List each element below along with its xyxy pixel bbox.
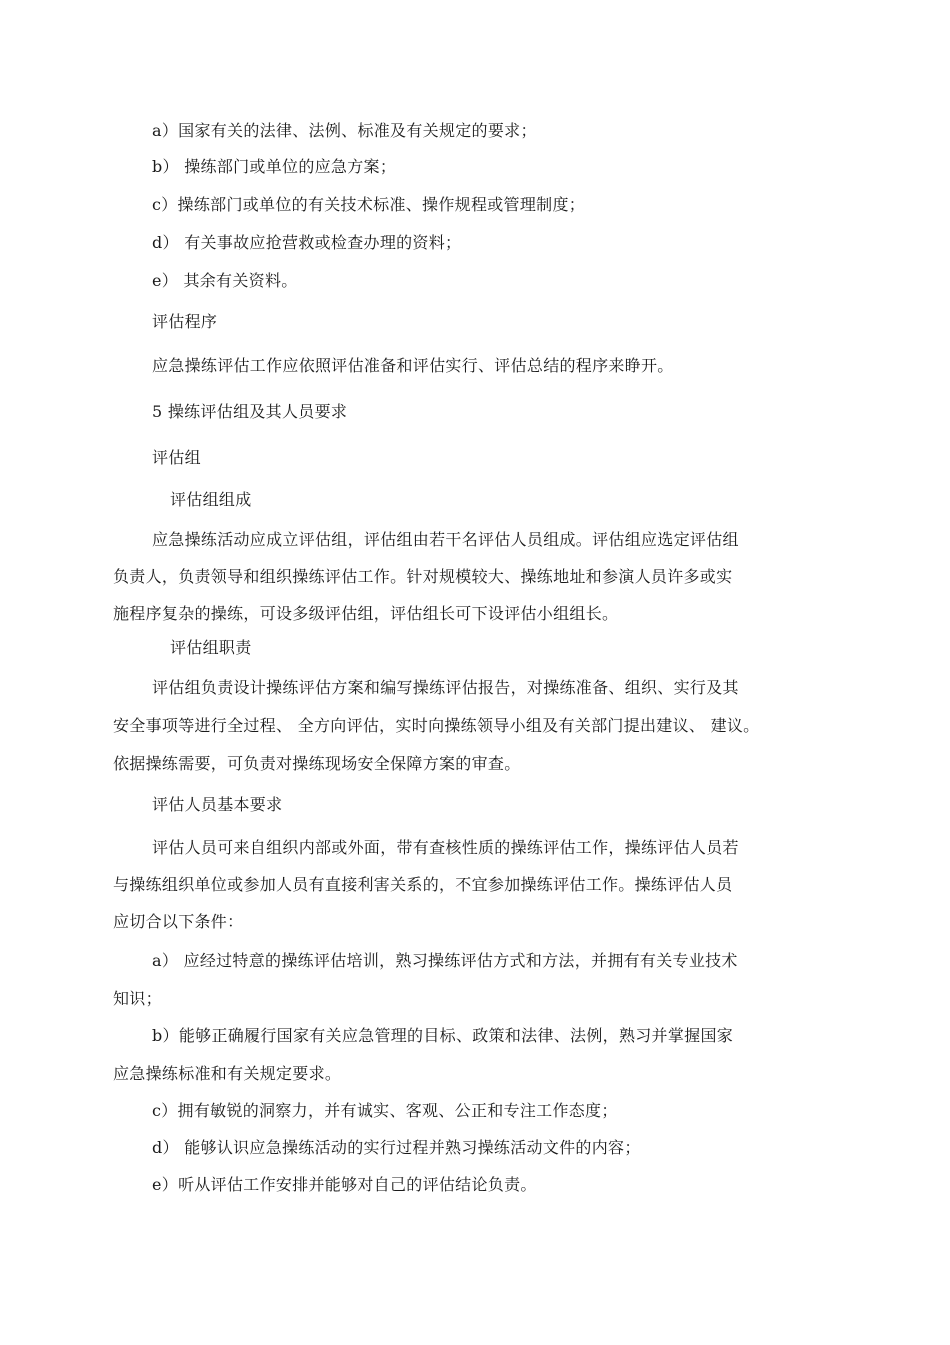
requirement-item-b-cont: 应急操练标准和有关规定要求。	[113, 1064, 342, 1083]
requirement-item-a: a） 应经过特意的操练评估培训，熟习操练评估方式和方法，并拥有有关专业技术	[152, 951, 738, 970]
group-heading: 评估组	[152, 448, 201, 467]
requirement-item-d: d） 能够认识应急操练活动的实行过程并熟习操练活动文件的内容；	[152, 1138, 641, 1157]
eval-procedure-text: 应急操练评估工作应依照评估准备和评估实行、评估总结的程序来睁开。	[152, 356, 674, 375]
eval-procedure-heading: 评估程序	[152, 312, 218, 331]
group-duties-heading: 评估组职责	[170, 638, 252, 657]
requirement-item-c: c）拥有敏锐的洞察力，并有诚实、客观、公正和专注工作态度；	[152, 1101, 618, 1120]
requirement-item-b: b）能够正确履行国家有关应急管理的目标、政策和法律、法例，熟习并掌握国家	[152, 1026, 734, 1045]
paragraph-line: 评估组负责设计操练评估方案和编写操练评估报告，对操练准备、组织、实行及其	[152, 678, 739, 697]
requirement-item-a-cont: 知识；	[113, 989, 162, 1008]
requirement-item-e: e）听从评估工作安排并能够对自己的评估结论负责。	[152, 1175, 537, 1194]
list-item-c: c）操练部门或单位的有关技术标准、操作规程或管理制度；	[152, 195, 586, 214]
paragraph-line: 施程序复杂的操练，可设多级评估组，评估组长可下设评估小组组长。	[113, 604, 619, 623]
paragraph-line: 与操练组织单位或参加人员有直接利害关系的，不宜参加操练评估工作。操练评估人员	[113, 875, 733, 894]
paragraph-line: 应急操练活动应成立评估组，评估组由若干名评估人员组成。评估组应选定评估组	[152, 530, 739, 549]
paragraph-line: 依据操练需要，可负责对操练现场安全保障方案的审查。	[113, 754, 521, 773]
list-item-e: e） 其余有关资料。	[152, 271, 298, 290]
paragraph-line: 负责人，负责领导和组织操练评估工作。针对规模较大、操练地址和参演人员许多或实	[113, 567, 733, 586]
paragraph-line: 评估人员可来自组织内部或外面，带有查核性质的操练评估工作，操练评估人员若	[152, 838, 739, 857]
group-composition-heading: 评估组组成	[170, 490, 252, 509]
paragraph-line: 应切合以下条件：	[113, 912, 244, 931]
personnel-heading: 评估人员基本要求	[152, 795, 283, 814]
list-item-b: b） 操练部门或单位的应急方案；	[152, 157, 397, 176]
list-item-d: d） 有关事故应抢营救或检查办理的资料；	[152, 233, 462, 252]
section-5-heading: 5 操练评估组及其人员要求	[152, 402, 348, 421]
paragraph-line: 安全事项等进行全过程、 全方向评估，实时向操练领导小组及有关部门提出建议、 建议。	[113, 716, 760, 735]
list-item-a: a）国家有关的法律、法例、标准及有关规定的要求；	[152, 121, 537, 140]
